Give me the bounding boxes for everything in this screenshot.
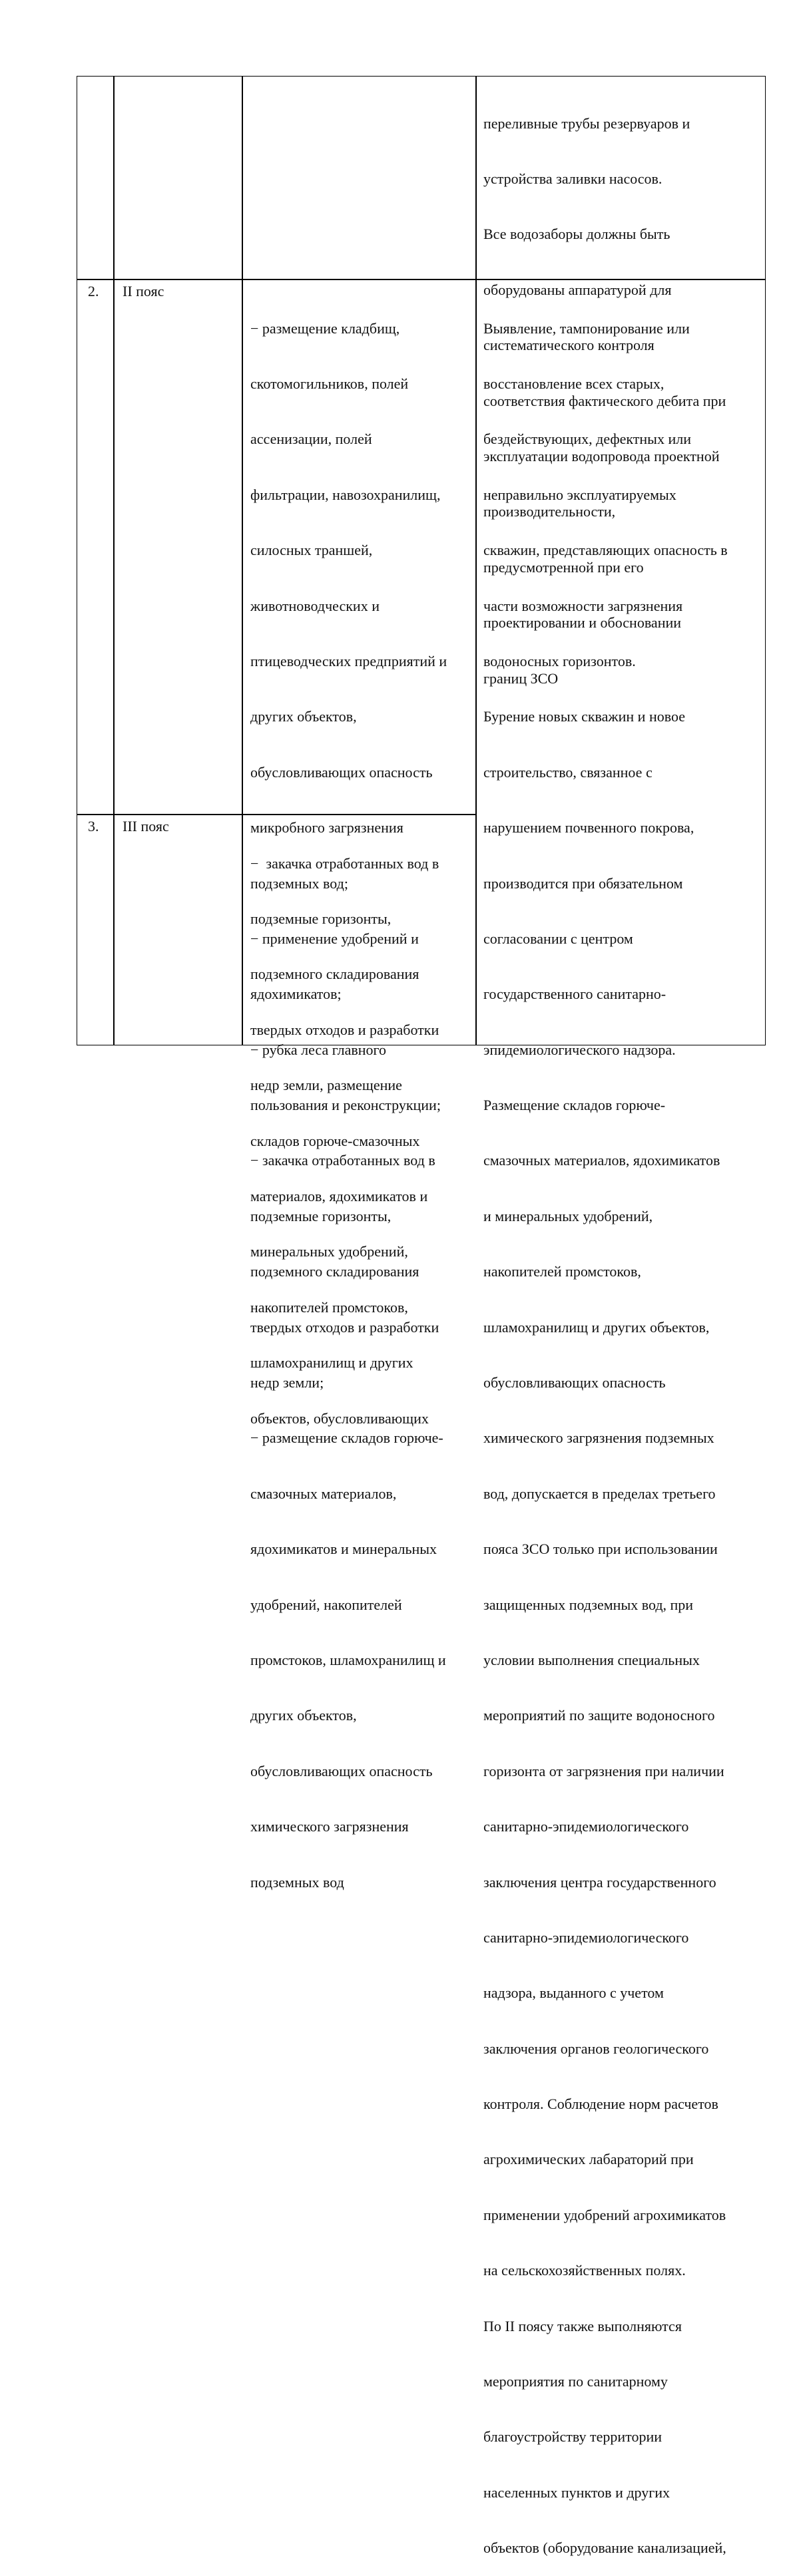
measure-line: условии выполнения специальных <box>483 1651 700 1668</box>
measure-line: Все водозаборы должны быть <box>483 226 670 243</box>
restriction-line: подземные горизонты, <box>250 1207 392 1224</box>
restriction-line: фильтрации, навозохранилищ, <box>250 486 441 503</box>
restriction-line: − закачка отработанных вод в <box>250 1152 435 1169</box>
measure-line: строительство, связанное с <box>483 763 653 781</box>
measure-line: на сельскохозяйственных полях. <box>483 2262 686 2279</box>
restriction-line: промстоков, шламохранилищ и <box>250 1651 446 1668</box>
measure-line: обусловливающих опасность <box>483 1374 666 1391</box>
row-number-2: 2. <box>88 283 99 299</box>
restriction-line: − рубка леса главного <box>250 1041 387 1058</box>
measure-line: мероприятия по санитарному <box>483 2373 668 2390</box>
restriction-line: птицеводческих предприятий и <box>250 652 447 669</box>
measure-line: эксплуатации водопровода проектной <box>483 447 720 464</box>
measure-line: границ ЗСО <box>483 669 559 687</box>
column-divider-3 <box>475 76 477 1045</box>
measure-line: Размещение складов горюче- <box>483 1097 666 1114</box>
restriction-line: пользования и реконструкции; <box>250 1097 441 1114</box>
measure-line: скважин, представляющих опасность в <box>483 542 728 559</box>
restriction-line: складов горюче-смазочных <box>250 1132 420 1149</box>
measure-line: эпидемиологического надзора. <box>483 1041 676 1058</box>
restriction-line: ассенизации, полей <box>250 431 372 448</box>
restriction-line: обусловливающих опасность <box>250 1762 433 1779</box>
measure-line: Выявление, тампонирование или <box>483 319 690 337</box>
measure-line: защищенных подземных вод, при <box>483 1596 694 1613</box>
measure-line: неправильно эксплуатируемых <box>483 486 676 503</box>
measure-line: систематического контроля <box>483 337 655 354</box>
restriction-line: − закачка отработанных вод в <box>250 854 439 872</box>
restriction-line: − размещение складов горюче- <box>250 1429 443 1447</box>
measure-line: восстановление всех старых, <box>483 375 665 392</box>
restriction-line: подземных вод <box>250 1873 344 1891</box>
restriction-line: твердых отходов и разработки <box>250 1318 439 1336</box>
measure-line: Бурение новых скважин и новое <box>483 708 685 725</box>
measure-line: накопителей промстоков, <box>483 1263 641 1280</box>
measure-line: производительности, <box>483 503 616 520</box>
measure-line: горизонта от загрязнения при наличии <box>483 1762 724 1779</box>
restriction-line: объектов, обусловливающих <box>250 1409 429 1427</box>
belt-iii-restrictions-cell <box>250 817 439 1446</box>
restriction-line: подземных вод; <box>250 874 348 892</box>
restriction-line: подземного складирования <box>250 1263 419 1280</box>
measure-line: соответствия фактического дебита при <box>483 392 726 409</box>
measure-line: переливные трубы резервуаров и <box>483 114 690 132</box>
measure-line: мероприятий по защите водоносного <box>483 1707 715 1724</box>
belt-name-iii: III пояс <box>123 818 169 834</box>
measure-line: части возможности загрязнения <box>483 597 683 614</box>
measure-line: применении удобрений агрохимикатов <box>483 2206 726 2223</box>
measure-line: бездействующих, дефектных или <box>483 431 691 448</box>
belts-ii-iii-measures-cell <box>483 282 728 2576</box>
measure-line: санитарно-эпидемиологического <box>483 1929 689 1946</box>
belt-name-ii: II пояс <box>123 283 164 299</box>
restriction-line: смазочных материалов, <box>250 1485 397 1502</box>
measure-line: объектов (оборудование канализацией, <box>483 2539 726 2557</box>
restriction-line: шламохранилищ и других <box>250 1354 413 1372</box>
restriction-line: других объектов, <box>250 708 357 725</box>
measure-line: государственного санитарно- <box>483 986 666 1003</box>
restriction-line: скотомогильников, полей <box>250 375 409 392</box>
measure-line: благоустройству территории <box>483 2428 662 2446</box>
measure-line: населенных пунктов и других <box>483 2484 670 2501</box>
restriction-line: ядохимикатов; <box>250 986 342 1003</box>
measure-line: производится при обязательном <box>483 874 683 892</box>
restriction-line: − размещение кладбищ, <box>250 319 400 337</box>
measure-line: смазочных материалов, ядохимикатов <box>483 1152 720 1169</box>
restriction-line: других объектов, <box>250 1707 357 1724</box>
measure-line: шламохранилищ и других объектов, <box>483 1318 710 1336</box>
measure-line: надзора, выданного с учетом <box>483 1984 664 2002</box>
restriction-line: недр земли, размещение <box>250 1077 402 1094</box>
measure-line: санитарно-эпидемиологического <box>483 1818 689 1835</box>
restriction-line: химического загрязнения <box>250 1818 409 1835</box>
restriction-line: удобрений, накопителей <box>250 1596 402 1613</box>
measure-line: предусмотренной при его <box>483 558 644 576</box>
measure-line: водоносных горизонтов. <box>483 652 636 669</box>
restriction-line: накопителей промстоков, <box>250 1298 408 1316</box>
restriction-line: силосных траншей, <box>250 542 373 559</box>
restriction-line: − применение удобрений и <box>250 930 419 947</box>
measure-line: согласовании с центром <box>483 930 633 947</box>
restriction-line: обусловливающих опасность <box>250 763 433 781</box>
measure-line: По II поясу также выполняются <box>483 2317 682 2334</box>
restriction-line: материалов, ядохимикатов и <box>250 1187 428 1204</box>
measure-line: агрохимических лабараторий при <box>483 2151 694 2168</box>
restriction-line: минеральных удобрений, <box>250 1243 408 1260</box>
restriction-line: ядохимикатов и минеральных <box>250 1541 437 1558</box>
measure-line: химического загрязнения подземных <box>483 1429 714 1447</box>
restriction-line: микробного загрязнения <box>250 819 403 836</box>
column-divider-2 <box>242 76 243 1045</box>
measure-line: вод, допускается в пределах третьего <box>483 1485 716 1502</box>
column-divider-1 <box>113 76 115 1045</box>
measure-line: проектировании и обосновании <box>483 614 682 632</box>
restriction-line: подземные горизонты, <box>250 910 392 927</box>
measure-line: пояса ЗСО только при использовании <box>483 1541 718 1558</box>
measure-line: устройства заливки насосов. <box>483 170 663 187</box>
measure-line: контроля. Соблюдение норм расчетов <box>483 2096 718 2113</box>
restriction-line: недр земли; <box>250 1374 324 1391</box>
measure-line: оборудованы аппаратурой для <box>483 281 672 298</box>
measure-line: нарушением почвенного покрова, <box>483 819 694 836</box>
restriction-line: твердых отходов и разработки <box>250 1021 439 1038</box>
measure-line: заключения центра государственного <box>483 1873 716 1891</box>
restriction-line: подземного складирования <box>250 966 419 983</box>
measure-line: заключения органов геологического <box>483 2040 709 2057</box>
measure-line: и минеральных удобрений, <box>483 1207 653 1224</box>
row-number-3: 3. <box>88 818 99 834</box>
restriction-line: животноводческих и <box>250 597 380 614</box>
